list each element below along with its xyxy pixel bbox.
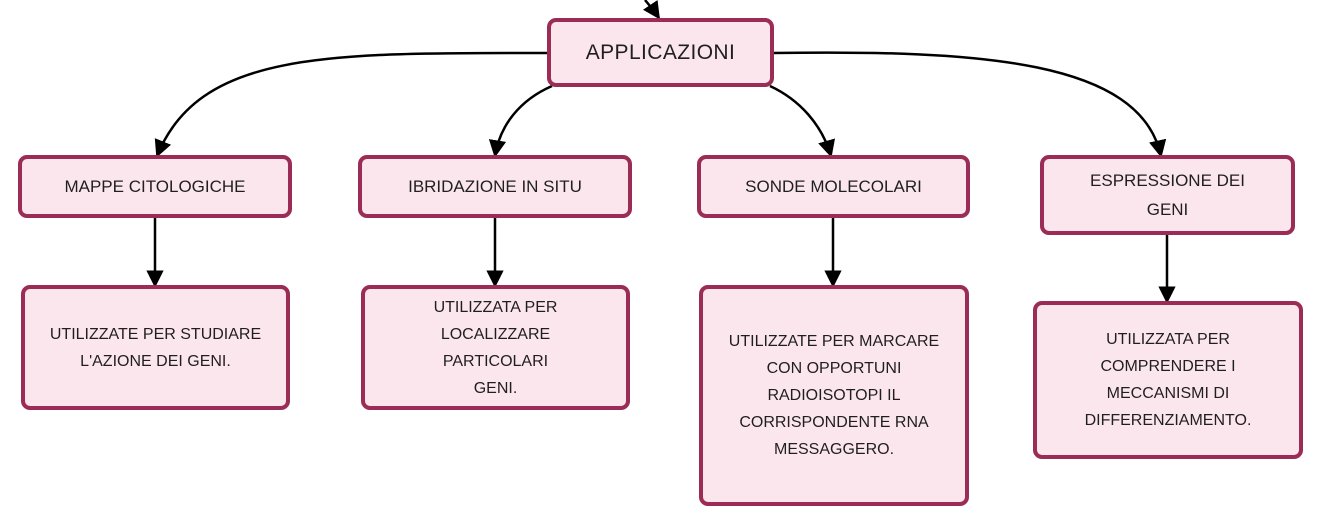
description-text: UTILIZZATA PER COMPRENDERE I MECCANISMI DI DIFFERENZIAMENTO. xyxy=(1084,331,1252,429)
description-text: UTILIZZATE PER STUDIARE L'AZIONE DEI GENI. xyxy=(49,325,262,370)
incoming-connector xyxy=(645,0,659,18)
connector-root-to-branch-1 xyxy=(157,53,549,156)
root-node xyxy=(547,18,774,87)
description-text: UTILIZZATA PER LOCALIZZARE PARTICOLARI GENI. xyxy=(433,298,558,397)
category-label: ESPRESSIONE DEI GENI xyxy=(1090,171,1245,219)
description-node-mappe-citologiche xyxy=(21,285,290,410)
category-label: IBRIDAZIONE IN SITU xyxy=(408,177,582,196)
description-node-ibridazione-in-situ xyxy=(361,285,630,410)
category-node-espressione-dei-geni xyxy=(1040,155,1295,235)
category-node-ibridazione-in-situ xyxy=(358,155,632,218)
connector-root-to-branch-4 xyxy=(773,53,1161,156)
category-node-sonde-molecolari xyxy=(697,155,970,218)
root-label: APPLICAZIONI xyxy=(585,40,736,64)
category-node-mappe-citologiche xyxy=(18,155,292,218)
description-text: UTILIZZATE PER MARCARE CON OPPORTUNI RADIOISOTOPI IL CORRISPONDENTE RNA MESSAGGERO. xyxy=(728,333,940,458)
category-label: SONDE MOLECOLARI xyxy=(745,177,922,196)
category-label: MAPPE CITOLOGICHE xyxy=(64,177,246,196)
description-node-espressione-dei-geni xyxy=(1033,301,1303,459)
description-node-sonde-molecolari xyxy=(699,285,969,506)
connector-root-to-branch-3 xyxy=(770,86,831,156)
connector-root-to-branch-2 xyxy=(495,86,552,156)
